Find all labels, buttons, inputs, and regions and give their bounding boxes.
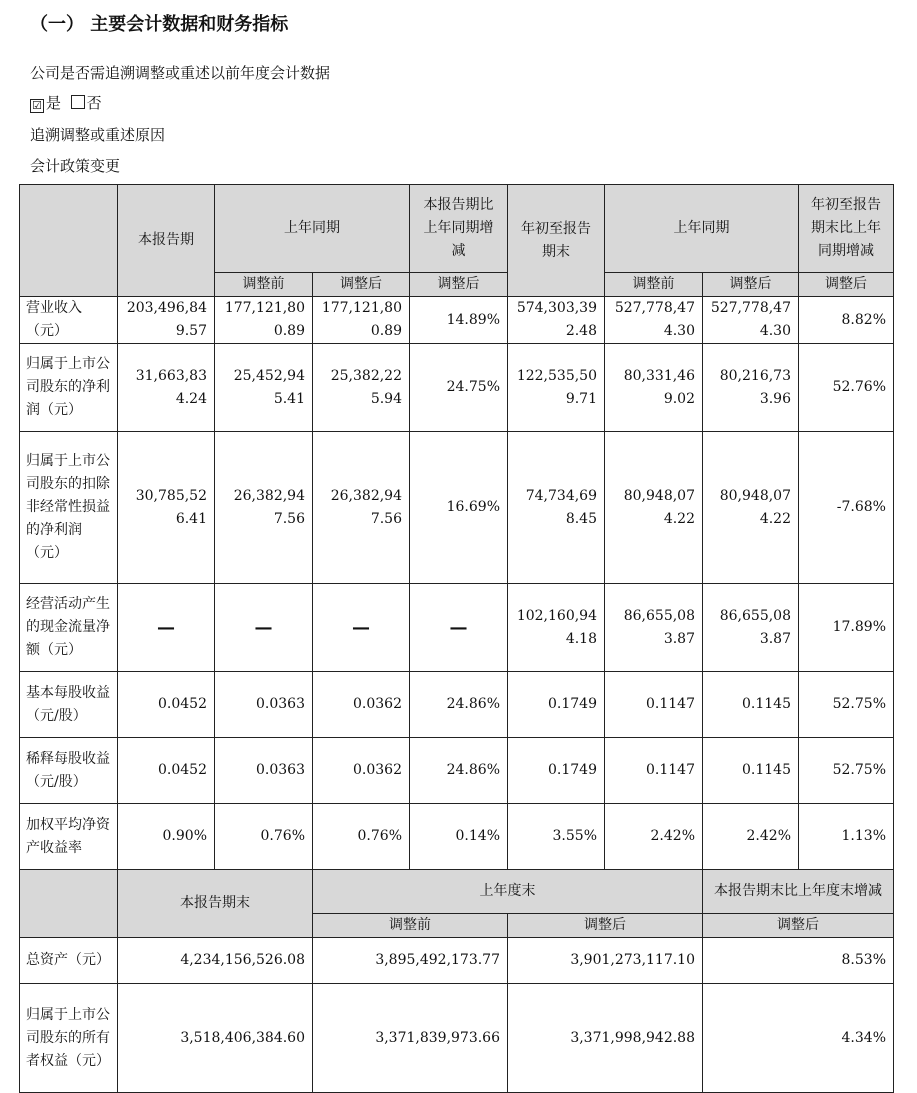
cell: — (313, 584, 410, 672)
cell: 24.86% (410, 738, 508, 804)
cell: — (410, 584, 508, 672)
cell: 52.75% (799, 738, 894, 804)
cell: 0.76% (215, 804, 313, 870)
cell: 203,496,849.57 (118, 297, 215, 344)
table-row (20, 297, 894, 344)
table-row (20, 344, 894, 432)
cell: 3,895,492,173.77 (313, 938, 508, 984)
cell: 86,655,083.87 (605, 584, 703, 672)
header-before: 调整前 (313, 914, 508, 938)
header-after: 调整后 (508, 914, 703, 938)
cell: 16.69% (410, 432, 508, 584)
restatement-reason-label: 追溯调整或重述原因 (30, 126, 166, 144)
header-after-ytd-change: 调整后 (799, 273, 894, 297)
header-prior-year-end: 上年度末 (313, 870, 703, 914)
cell: 2.42% (703, 804, 799, 870)
cell: 0.1147 (605, 672, 703, 738)
table-row (20, 984, 894, 1093)
restatement-question: 公司是否需追溯调整或重述以前年度会计数据 (30, 64, 331, 82)
cell: 14.89% (410, 297, 508, 344)
cell: 80,948,074.22 (605, 432, 703, 584)
cell: 574,303,392.48 (508, 297, 605, 344)
cell: 0.1749 (508, 738, 605, 804)
cell: 0.1145 (703, 672, 799, 738)
cell: — (215, 584, 313, 672)
no-checkbox[interactable] (71, 95, 85, 109)
cell: 86,655,083.87 (703, 584, 799, 672)
cell: 0.90% (118, 804, 215, 870)
cell: 0.76% (313, 804, 410, 870)
row-label: 经营活动产生的现金流量净额（元） (20, 584, 118, 672)
table-row (20, 432, 894, 584)
row-label: 营业收入（元） (20, 297, 118, 344)
cell: 25,452,945.41 (215, 344, 313, 432)
row-label: 加权平均净资产收益率 (20, 804, 118, 870)
header-prior-period: 上年同期 (215, 185, 410, 273)
row-label: 归属于上市公司股东的所有者权益（元） (20, 984, 118, 1093)
restatement-choice (30, 92, 102, 113)
cell: 26,382,947.56 (313, 432, 410, 584)
cell: 0.14% (410, 804, 508, 870)
cell: 122,535,509.71 (508, 344, 605, 432)
cell: 31,663,834.24 (118, 344, 215, 432)
cell: — (118, 584, 215, 672)
cell: 0.0363 (215, 672, 313, 738)
header-period-end: 本报告期末 (118, 870, 313, 938)
header-change: 本报告期比上年同期增减 (410, 185, 508, 273)
cell: 17.89% (799, 584, 894, 672)
header-before: 调整前 (215, 273, 313, 297)
cell: 26,382,947.56 (215, 432, 313, 584)
cell: 1.13% (799, 804, 894, 870)
cell: 527,778,474.30 (605, 297, 703, 344)
header-after-change: 调整后 (703, 914, 894, 938)
row-label: 归属于上市公司股东的扣除非经常性损益的净利润（元） (20, 432, 118, 584)
cell: 52.76% (799, 344, 894, 432)
header-current-period: 本报告期 (118, 185, 215, 297)
header-after-change: 调整后 (410, 273, 508, 297)
cell: 0.0452 (118, 738, 215, 804)
cell: 0.0452 (118, 672, 215, 738)
cell: 3,901,273,117.10 (508, 938, 703, 984)
cell: 24.75% (410, 344, 508, 432)
cell: 3.55% (508, 804, 605, 870)
cell: 74,734,698.45 (508, 432, 605, 584)
row-label: 稀释每股收益（元/股） (20, 738, 118, 804)
table-row (20, 672, 894, 738)
row-label: 基本每股收益（元/股） (20, 672, 118, 738)
table-row (20, 938, 894, 984)
row-label: 归属于上市公司股东的净利润（元） (20, 344, 118, 432)
cell: 0.1749 (508, 672, 605, 738)
table-row (20, 738, 894, 804)
restatement-reason: 会计政策变更 (30, 157, 121, 175)
header-prior-ytd: 上年同期 (605, 185, 799, 273)
cell: 80,331,469.02 (605, 344, 703, 432)
cell: 177,121,800.89 (215, 297, 313, 344)
header-before-ytd: 调整前 (605, 273, 703, 297)
cell: 177,121,800.89 (313, 297, 410, 344)
cell: 3,371,998,942.88 (508, 984, 703, 1093)
cell: -7.68% (799, 432, 894, 584)
corner-cell (20, 185, 118, 297)
financial-data-table (19, 184, 894, 1093)
header-after-ytd: 调整后 (703, 273, 799, 297)
cell: 0.1147 (605, 738, 703, 804)
cell: 0.0363 (215, 738, 313, 804)
yes-checkbox[interactable]: ☑ (30, 99, 44, 113)
cell: 25,382,225.94 (313, 344, 410, 432)
cell: 80,216,733.96 (703, 344, 799, 432)
section-title: （一） 主要会计数据和财务指标 (30, 14, 289, 35)
header-after: 调整后 (313, 273, 410, 297)
cell: 8.53% (703, 938, 894, 984)
cell: 2.42% (605, 804, 703, 870)
cell: 3,518,406,384.60 (118, 984, 313, 1093)
cell: 4.34% (703, 984, 894, 1093)
cell: 102,160,944.18 (508, 584, 605, 672)
cell: 80,948,074.22 (703, 432, 799, 584)
header-ytd-change: 年初至报告期末比上年同期增减 (799, 185, 894, 273)
header-period-end-change: 本报告期末比上年度末增减 (703, 870, 894, 914)
cell: 8.82% (799, 297, 894, 344)
cell: 3,371,839,973.66 (313, 984, 508, 1093)
table-row (20, 804, 894, 870)
header-ytd: 年初至报告期末 (508, 185, 605, 297)
yes-label: 是 (46, 94, 62, 112)
cell: 0.0362 (313, 672, 410, 738)
cell: 52.75% (799, 672, 894, 738)
no-label: 否 (86, 94, 102, 112)
cell: 24.86% (410, 672, 508, 738)
corner-cell (20, 870, 118, 938)
cell: 30,785,526.41 (118, 432, 215, 584)
cell: 0.0362 (313, 738, 410, 804)
row-label: 总资产（元） (20, 938, 118, 984)
cell: 4,234,156,526.08 (118, 938, 313, 984)
cell: 527,778,474.30 (703, 297, 799, 344)
table-row (20, 584, 894, 672)
cell: 0.1145 (703, 738, 799, 804)
